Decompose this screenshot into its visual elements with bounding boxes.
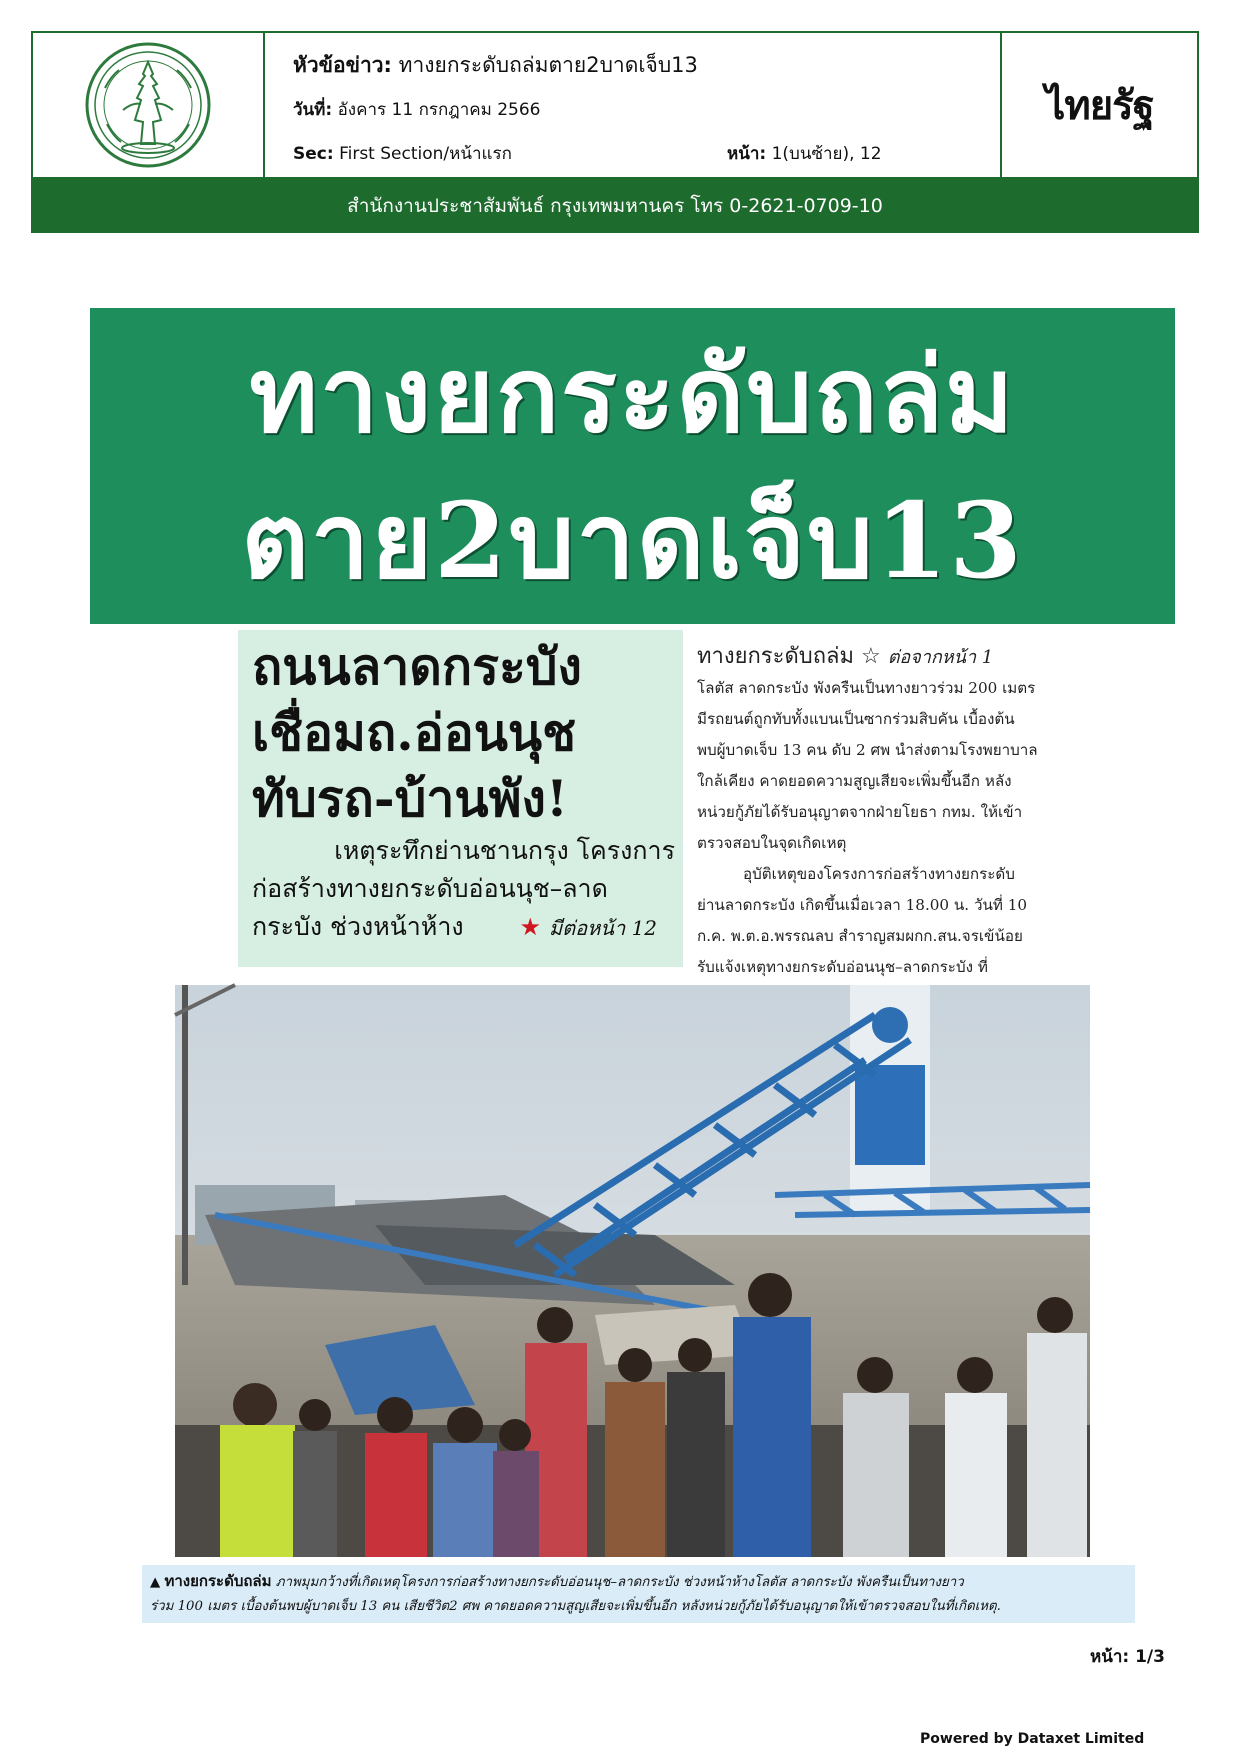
bangkok-seal-icon — [83, 40, 213, 170]
continue-note: มีต่อหน้า 12 — [548, 916, 658, 940]
page-indicator: หน้า: 1/3 — [1090, 1647, 1165, 1667]
article-line: ย่านลาดกระบัง เกิดขึ้นเมื่อเวลา 18.00 น. วันที่ 10 — [697, 896, 1028, 914]
star-red-icon: ★ — [519, 913, 541, 941]
article-line: ตรวจสอบในจุดเกิดเหตุ — [697, 834, 847, 852]
article-continued: ต่อจากหน้า 1 — [887, 647, 994, 668]
lead-line-1: เหตุระทึกย่านชานกรุง โครงการ — [334, 836, 675, 865]
article-line: หน่วยกู้ภัยได้รับอนุญาตจากฝ่ายโยธา กทม. ให้เข้า — [697, 803, 1023, 821]
article-line: มีรถยนต์ถูกทับทั้งแบนเป็นซากร่วมสิบคัน เบื้องต้น — [697, 710, 1015, 728]
article-line: รับแจ้งเหตุทางยกระดับอ่อนนุช–ลาดกระบัง ที่ — [697, 958, 988, 976]
article-line: โลตัส ลาดกระบัง พังครืนเป็นทางยาวร่วม 200 เมตร — [697, 679, 1036, 697]
article-heading — [697, 642, 1047, 673]
subheadline-line-2: เชื่อมถ.อ่อนนุช — [252, 703, 577, 762]
article-line: พบผู้บาดเจ็บ 13 คน ดับ 2 ศพ นำส่งตามโรงพยาบาล — [697, 741, 1038, 759]
article-line: ก.ค. พ.ต.อ.พรรณลบ สำราญสมผกก.สน.จรเข้น้อย — [697, 927, 1023, 945]
article-line: อุบัติเหตุของโครงการก่อสร้างทางยกระดับ — [743, 865, 1015, 883]
headline-line-2: ตาย2บาดเจ็บ13 — [241, 479, 1024, 602]
news-photo — [175, 985, 1090, 1557]
article-column — [697, 642, 1047, 976]
headline-line-1: ทางยกระดับถล่ม — [249, 333, 1016, 456]
clipping-header — [31, 31, 1199, 179]
lead-line-3: กระบัง ช่วงหน้าห้าง — [252, 912, 464, 941]
subheadline-line-3: ทับรถ-บ้านพัง! — [252, 769, 568, 828]
publication-name: ไทยรัฐ — [1045, 83, 1154, 129]
lead-line-3-row — [252, 908, 675, 947]
headline-meta: หัวข้อข่าว: ทางยกระดับถล่มตาย2บาดเจ็บ13 — [293, 53, 698, 77]
article-title: ทางยกระดับถล่ม — [697, 644, 854, 669]
meta-cell — [265, 33, 1002, 177]
star-outline-icon: ☆ — [861, 644, 881, 669]
main-headline — [90, 308, 1175, 624]
subheadline-box — [238, 630, 683, 967]
caption-title: ทางยกระดับถล่ม — [164, 1572, 272, 1590]
triangle-icon: ▲ — [150, 1575, 161, 1590]
subheadline-line-1: ถนนลาดกระบัง — [252, 637, 582, 696]
caption-line-2: ร่วม 100 เมตร เบื้องต้นพบผู้บาดเจ็บ 13 คน เสียชีวิต2 ศพ คาดยอดความสูญเสียจะเพิ่มขึ้นอีก หลังหน่วยกู้ภัยได้รับอนุญาตให้เข้าตรวจสอบในที่เกิดเหตุ. — [150, 1599, 1001, 1614]
caption-line-1-row — [150, 1569, 1127, 1595]
article-line: ใกล้เคียง คาดยอดความสูญเสียจะเพิ่มขึ้นอีก หลัง — [697, 772, 1012, 790]
collapsed-bridge-photo — [175, 985, 1090, 1557]
section-meta: Sec: First Section/หน้าแรก — [293, 144, 512, 164]
photo-caption — [142, 1565, 1135, 1623]
caption-line-1: ภาพมุมกว้างที่เกิดเหตุโครงการก่อสร้างทางยกระดับอ่อนนุช–ลาดกระบัง ช่วงหน้าห้างโลตัส ลาดกระบัง พังครืนเป็นทางยาว — [275, 1575, 964, 1590]
date-meta: วันที่: อังคาร 11 กรกฎาคม 2566 — [293, 100, 541, 120]
page-meta: หน้า: 1(บนซ้าย), 12 — [727, 144, 882, 164]
powered-by: Powered by Dataxet Limited — [920, 1731, 1145, 1747]
logo-cell — [33, 33, 265, 177]
lead-line-2: ก่อสร้างทางยกระดับอ่อนนุช–ลาด — [252, 874, 608, 903]
office-bar: สำนักงานประชาสัมพันธ์ กรุงเทพมหานคร โทร 0-2621-0709-10 — [31, 179, 1199, 233]
caption-line-2-row — [150, 1595, 1127, 1619]
